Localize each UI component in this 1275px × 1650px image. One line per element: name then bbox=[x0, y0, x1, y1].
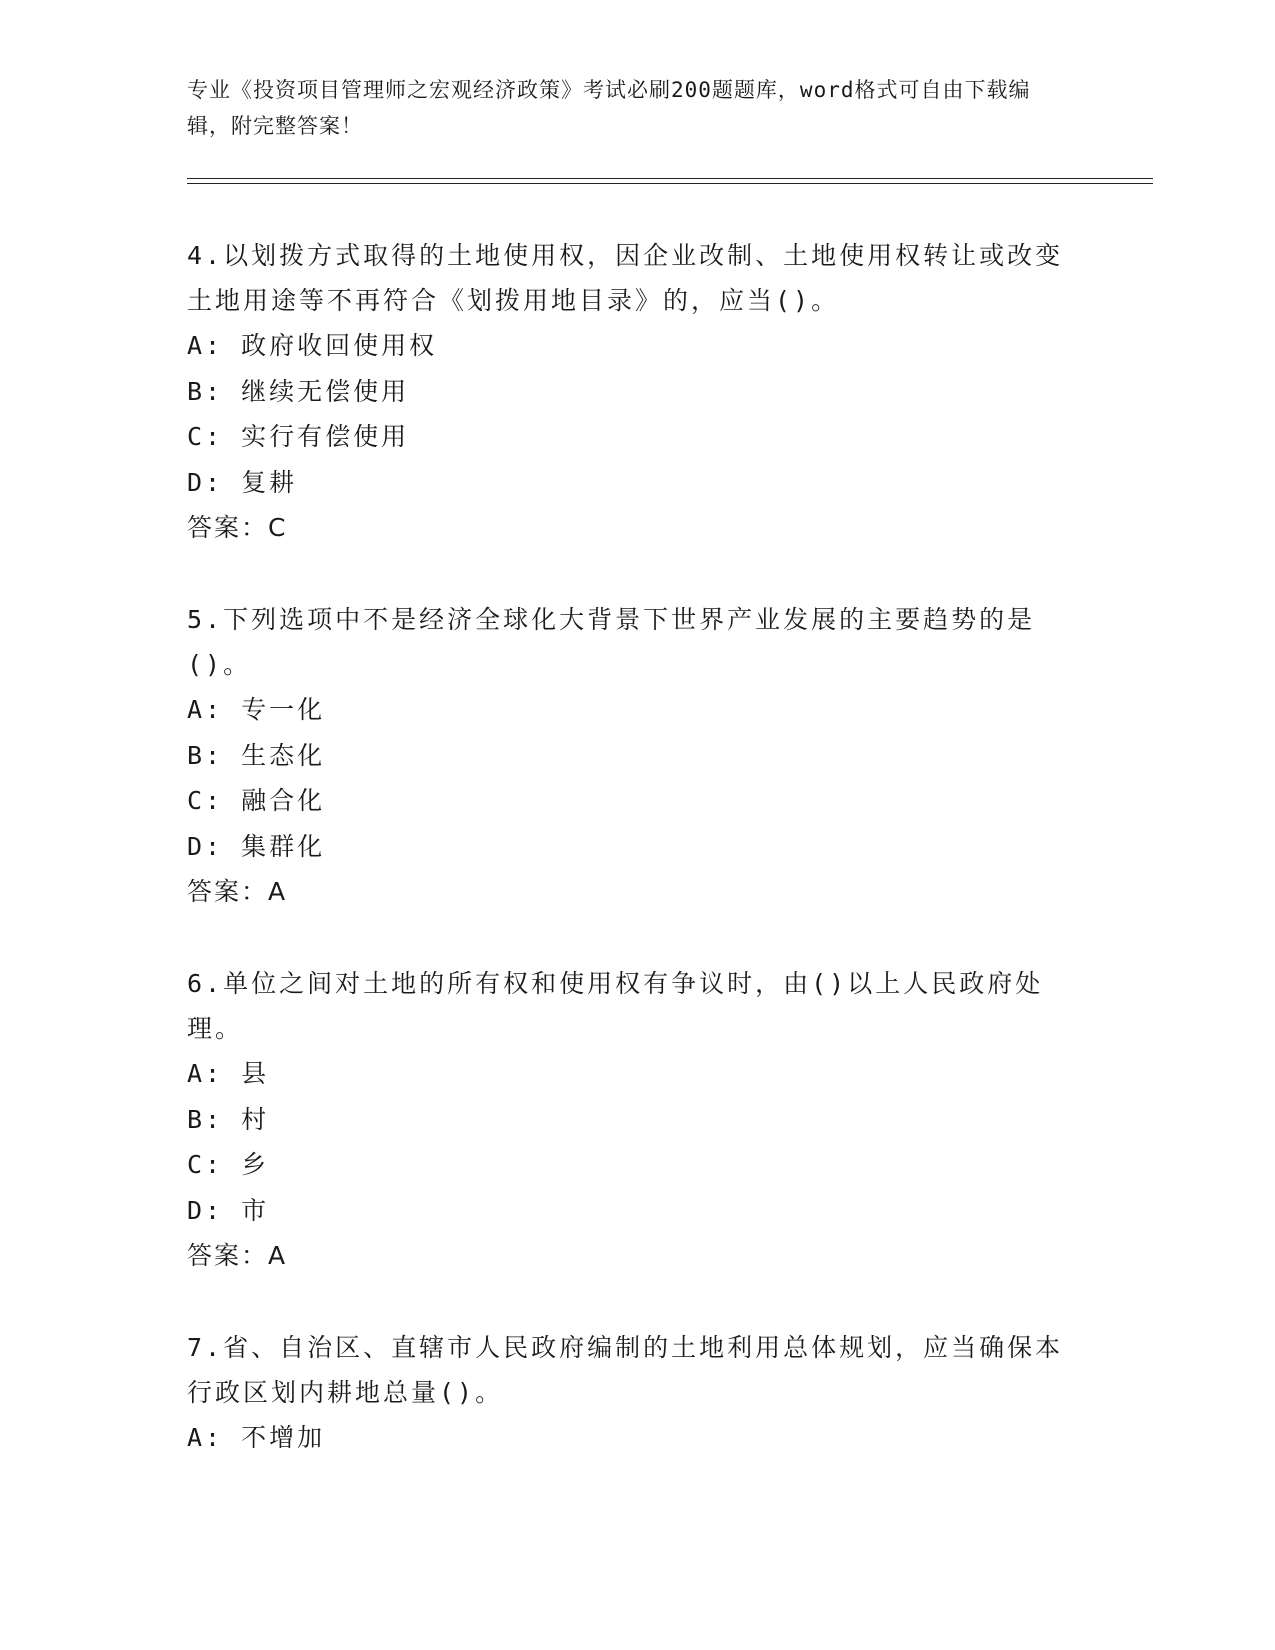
option-d: D: 集群化 bbox=[187, 831, 326, 861]
header-divider-bottom bbox=[187, 183, 1153, 184]
question-7 bbox=[187, 1325, 1067, 1461]
question-stem: 5.下列选项中不是经济全球化大背景下世界产业发展的主要趋势的是()。 bbox=[187, 605, 1036, 679]
answer: 答案：A bbox=[187, 877, 288, 906]
option-d: D: 复耕 bbox=[187, 467, 298, 497]
question-stem: 4.以划拨方式取得的土地使用权，因企业改制、土地使用权转让或改变土地用途等不再符合《划拨用地目录》的，应当()。 bbox=[187, 241, 1064, 315]
header-divider-top bbox=[187, 178, 1153, 179]
question-stem: 7.省、自治区、直辖市人民政府编制的土地利用总体规划，应当确保本行政区划内耕地总量()。 bbox=[187, 1333, 1064, 1407]
answer: 答案：C bbox=[187, 513, 288, 542]
option-a: A: 政府收回使用权 bbox=[187, 331, 438, 360]
option-b: B: 村 bbox=[187, 1104, 270, 1134]
option-b: B: 继续无偿使用 bbox=[187, 376, 410, 406]
option-c: C: 实行有偿使用 bbox=[187, 422, 410, 451]
question-6 bbox=[187, 961, 1067, 1278]
option-c: C: 融合化 bbox=[187, 786, 326, 815]
option-a: A: 县 bbox=[187, 1059, 270, 1088]
option-a: A: 专一化 bbox=[187, 695, 326, 724]
option-d: D: 市 bbox=[187, 1195, 270, 1225]
option-b: B: 生态化 bbox=[187, 740, 326, 770]
answer: 答案：A bbox=[187, 1241, 288, 1270]
option-c: C: 乡 bbox=[187, 1150, 270, 1179]
question-stem: 6.单位之间对土地的所有权和使用权有争议时，由()以上人民政府处理。 bbox=[187, 969, 1044, 1043]
question-4 bbox=[187, 233, 1067, 550]
option-a: A: 不增加 bbox=[187, 1423, 326, 1452]
question-5 bbox=[187, 597, 1067, 914]
document-header: 专业《投资项目管理师之宏观经济政策》考试必刷200题题库，word格式可自由下载编辑，附完整答案！ bbox=[187, 78, 1031, 138]
